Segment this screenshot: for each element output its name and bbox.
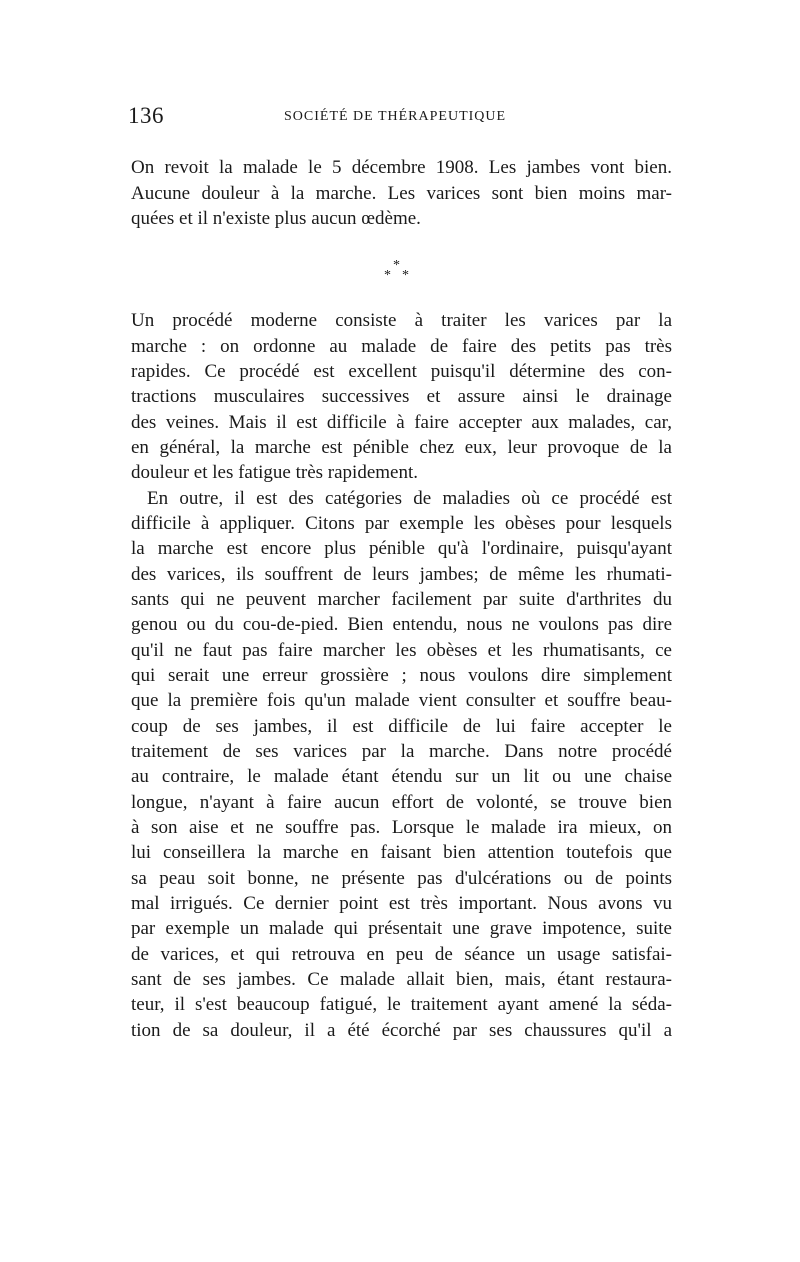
text-line: En outre, il est des catégories de maladies où ce procédé est <box>147 488 672 509</box>
text-line: que la première fois qu'un malade vient consulter et souffre beau- <box>131 690 672 711</box>
text-line: douleur et les fatigue très rapidement. <box>131 462 419 483</box>
running-title: SOCIÉTÉ DE THÉRAPEUTIQUE <box>284 109 507 124</box>
text-line: sants qui ne peuvent marcher facilement par suite d'arthrites du <box>131 589 672 610</box>
text-line: en général, la marche est pénible chez eux, leur provoque de la <box>131 437 672 458</box>
asterism-divider <box>375 258 425 288</box>
text-line: genou ou du cou-de-pied. Bien entendu, nous ne voulons pas dire <box>131 614 672 635</box>
text-line: marche : on ordonne au malade de faire des petits pas très <box>131 336 672 357</box>
text-line: des veines. Mais il est difficile à faire accepter aux malades, car, <box>131 412 672 433</box>
page-number: 136 <box>128 103 164 128</box>
text-line: teur, il s'est beaucoup fatigué, le traitement ayant amené la séda- <box>131 994 672 1015</box>
text-line: des varices, ils souffrent de leurs jambes; de même les rhumati- <box>131 564 672 585</box>
asterism-star: * <box>384 268 391 283</box>
text-line: longue, n'ayant à faire aucun effort de volonté, se trouve bien <box>131 792 672 813</box>
page-header <box>128 103 674 131</box>
text-line: sa peau soit bonne, ne présente pas d'ulcérations ou de points <box>131 868 672 889</box>
text-line: qui serait une erreur grossière ; nous voulons dire simplement <box>131 665 672 686</box>
text-line: tion de sa douleur, il a été écorché par ses chaussures qu'il a <box>131 1020 672 1041</box>
asterism-star: * <box>402 268 409 283</box>
text-line: mal irrigués. Ce dernier point est très important. Nous avons vu <box>131 893 672 914</box>
text-line: qu'il ne faut pas faire marcher les obèses et les rhumatisants, ce <box>131 640 672 661</box>
text-line: au contraire, le malade étant étendu sur un lit ou une chaise <box>131 766 672 787</box>
text-line: Un procédé moderne consiste à traiter les varices par la <box>131 310 672 331</box>
text-line: traitement de ses varices par la marche. Dans notre procédé <box>131 741 672 762</box>
text-line: la marche est encore plus pénible qu'à l'ordinaire, puisqu'ayant <box>131 538 672 559</box>
text-line: par exemple un malade qui présentait une grave impotence, suite <box>131 918 672 939</box>
text-line: Aucune douleur à la marche. Les varices sont bien moins mar- <box>131 183 672 204</box>
text-line: à son aise et ne souffre pas. Lorsque le malade ira mieux, on <box>131 817 672 838</box>
text-line: tractions musculaires successives et assure ainsi le drainage <box>131 386 672 407</box>
text-line: On revoit la malade le 5 décembre 1908. Les jambes vont bien. <box>131 157 672 178</box>
asterism-star: * <box>393 258 400 273</box>
text-line: quées et il n'existe plus aucun œdème. <box>131 208 421 229</box>
text-line: coup de ses jambes, il est difficile de lui faire accepter le <box>131 716 672 737</box>
text-line: sant de ses jambes. Ce malade allait bien, mais, étant restaura- <box>131 969 672 990</box>
text-line: lui conseillera la marche en faisant bien attention toutefois que <box>131 842 672 863</box>
text-line: difficile à appliquer. Citons par exemple les obèses pour lesquels <box>131 513 672 534</box>
text-line: rapides. Ce procédé est excellent puisqu'il détermine des con- <box>131 361 672 382</box>
text-line: de varices, et qui retrouva en peu de séance un usage satisfai- <box>131 944 672 965</box>
